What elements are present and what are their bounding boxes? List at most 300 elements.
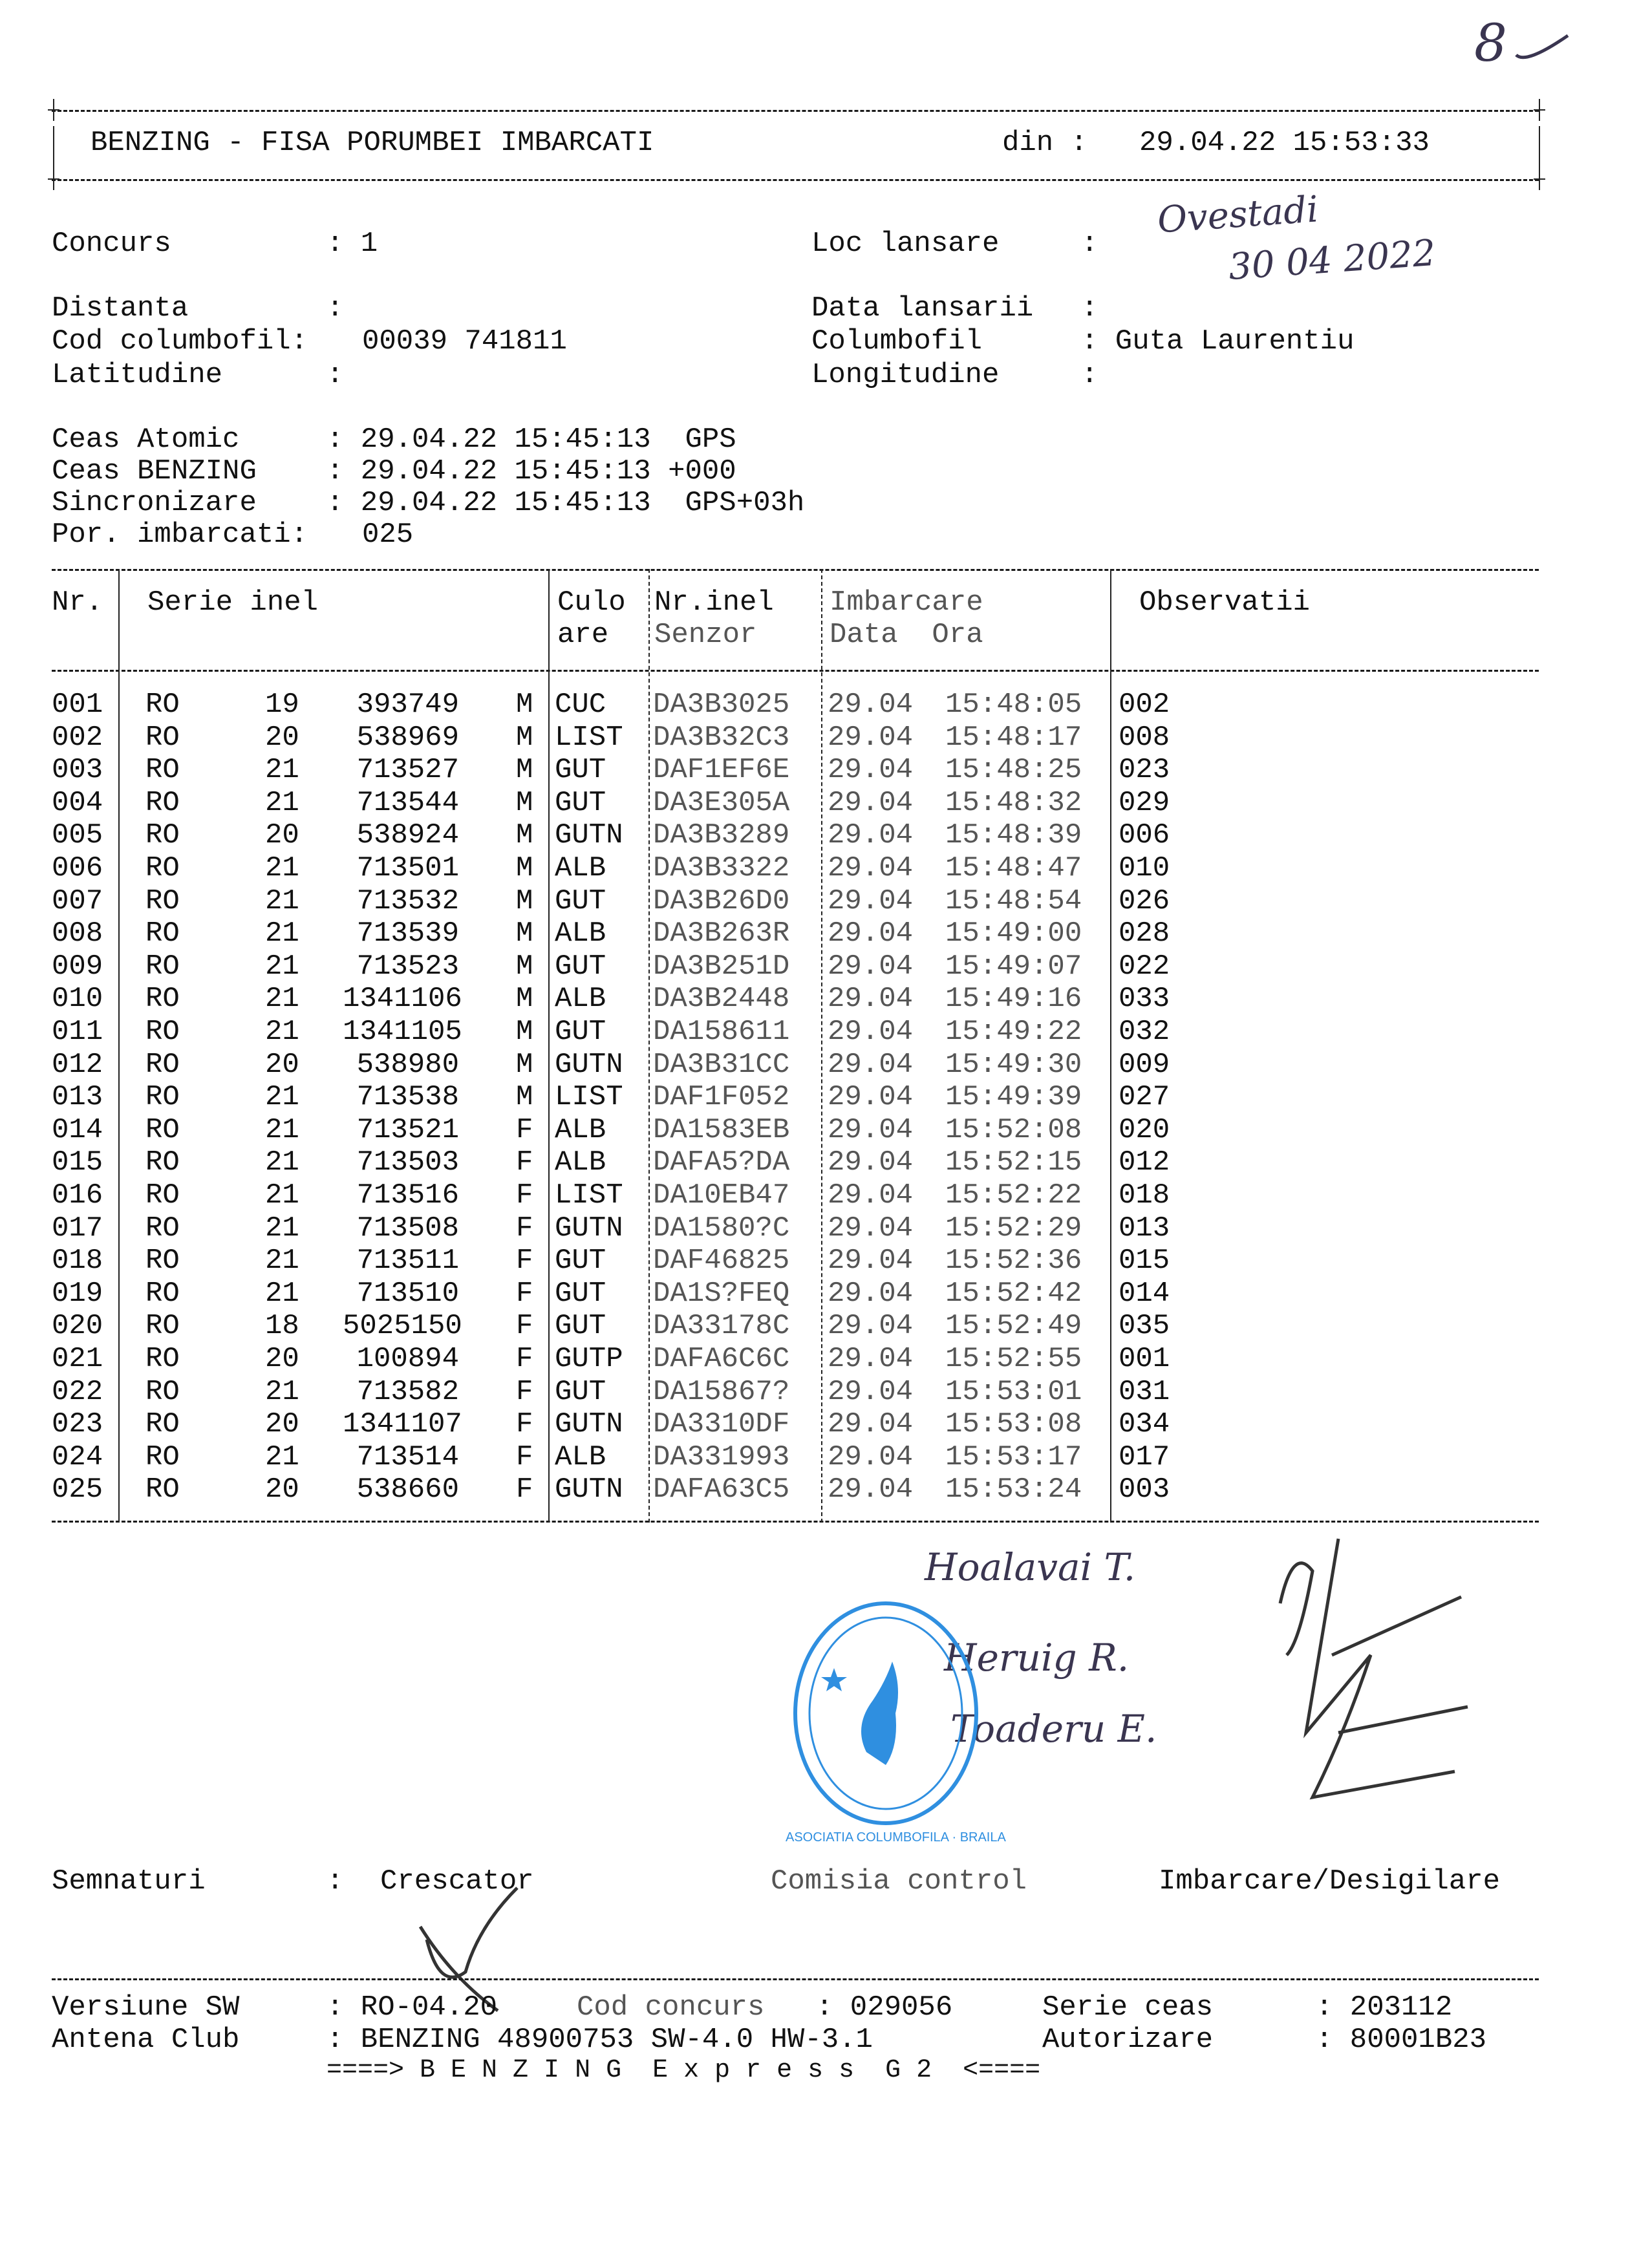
row-ring-number: 713511 [356,1245,459,1278]
row-sensor: DA1S?FEQ [653,1277,790,1310]
row-year: 20 [265,721,299,754]
row-country: RO [145,689,180,721]
row-date: 29.04 [828,1277,914,1310]
cod-concurs-value: : 029056 [816,1991,953,2024]
row-date: 29.04 [828,852,914,884]
row-observatii: 014 [1119,1277,1170,1310]
row-sex: F [516,1473,533,1506]
col-header-imbarcare: Imbarcare [830,586,983,619]
row-country: RO [145,983,180,1016]
col-header-data-ora: Data Ora [830,619,983,651]
col-header-culoare-2: are [557,619,609,651]
row-country: RO [145,1016,180,1048]
row-observatii: 022 [1119,950,1170,983]
row-sex: F [516,1440,533,1473]
row-nr: 019 [52,1277,103,1310]
signature-scribble-right [1241,1526,1487,1830]
row-observatii: 035 [1119,1310,1170,1343]
row-time: 15:52:22 [945,1179,1082,1212]
row-country: RO [145,1212,180,1245]
col-header-senzor: Senzor [654,619,757,651]
ceas-atomic-label: Ceas Atomic [52,423,240,456]
row-sensor: DAFA6C6C [653,1343,790,1375]
row-time: 15:48:54 [945,884,1082,917]
row-country: RO [145,1277,180,1310]
row-observatii: 029 [1119,786,1170,819]
row-year: 21 [265,786,299,819]
row-time: 15:49:22 [945,1016,1082,1048]
row-color: ALB [555,1113,606,1146]
row-nr: 015 [52,1146,103,1179]
row-year: 21 [265,1277,299,1310]
row-time: 15:49:16 [945,983,1082,1016]
row-color: GUTN [555,819,623,852]
row-ring-number: 713527 [356,754,459,787]
row-year: 19 [265,689,299,721]
row-country: RO [145,884,180,917]
row-ring-number: 538969 [356,721,459,754]
row-time: 15:49:00 [945,917,1082,950]
loc-lansare-date-handwritten: 30 04 2022 [1227,231,1437,289]
semnaturi-label: Semnaturi [52,1865,206,1898]
row-nr: 012 [52,1048,103,1081]
row-date: 29.04 [828,754,914,787]
row-observatii: 023 [1119,754,1170,787]
row-year: 20 [265,1343,299,1375]
row-year: 21 [265,1016,299,1048]
row-sensor: DA1583EB [653,1113,790,1146]
row-nr: 011 [52,1016,103,1048]
row-sensor: DAF1F052 [653,1081,790,1114]
ceas-atomic-value: : 29.04.22 15:45:13 GPS [327,423,736,456]
row-sensor: DAF1EF6E [653,754,790,787]
header-left-border [53,126,54,168]
serie-ceas-value: : 203112 [1316,1991,1453,2024]
row-ring-number: 713532 [356,884,459,917]
row-sex: F [516,1277,533,1310]
autorizare-label: Autorizare [1042,2024,1214,2056]
club-stamp [789,1597,983,1830]
header-bottom-rule [52,179,1539,181]
table-header-bottom-rule [52,670,1539,672]
row-date: 29.04 [828,1343,914,1375]
row-sex: M [516,884,533,917]
row-date: 29.04 [828,1473,914,1506]
row-year: 20 [265,1473,299,1506]
serie-ceas-label: Serie ceas [1042,1991,1214,2024]
row-time: 15:49:07 [945,950,1082,983]
row-date: 29.04 [828,819,914,852]
row-year: 21 [265,1113,299,1146]
concurs-label: Concurs [52,228,171,260]
page-mark-handwritten: 8 [1474,13,1507,73]
row-country: RO [145,1245,180,1278]
row-observatii: 026 [1119,884,1170,917]
row-color: GUTN [555,1408,623,1441]
columbofil-label: Columbofil [811,325,983,358]
distanta-value: : [327,292,344,325]
col-sep-serie [548,569,550,1523]
row-nr: 005 [52,819,103,852]
row-time: 15:48:47 [945,852,1082,884]
row-time: 15:48:05 [945,689,1082,721]
row-sensor: DA3B26D0 [653,884,790,917]
row-color: LIST [555,1179,623,1212]
row-nr: 009 [52,950,103,983]
row-country: RO [145,852,180,884]
checkmark-icon [1513,26,1571,65]
crescator-label: Crescator [380,1865,534,1898]
row-ring-number: 713523 [356,950,459,983]
row-year: 21 [265,852,299,884]
row-time: 15:53:17 [945,1440,1082,1473]
row-time: 15:52:29 [945,1212,1082,1245]
row-sensor: DA3E305A [653,786,790,819]
row-nr: 010 [52,983,103,1016]
col-header-nr-inel: Nr.inel [654,586,774,619]
row-sensor: DA3B3322 [653,852,790,884]
antena-club-value: : BENZING 48900753 SW-4.0 HW-3.1 [327,2024,873,2056]
row-date: 29.04 [828,1146,914,1179]
row-sex: F [516,1408,533,1441]
row-color: GUTN [555,1048,623,1081]
por-imbarcati-value: 025 [362,519,414,551]
row-ring-number: 5025150 [343,1310,462,1343]
row-color: LIST [555,1081,623,1114]
row-sex: M [516,983,533,1016]
row-year: 20 [265,819,299,852]
row-color: CUC [555,689,606,721]
row-country: RO [145,1473,180,1506]
row-year: 21 [265,917,299,950]
row-observatii: 001 [1119,1343,1170,1375]
row-country: RO [145,1146,180,1179]
row-time: 15:52:15 [945,1146,1082,1179]
versiune-sw-value: : RO-04.20 [327,1991,498,2024]
row-color: GUT [555,754,606,787]
row-ring-number: 713514 [356,1440,459,1473]
row-nr: 016 [52,1179,103,1212]
imbarcare-desigilare-label: Imbarcare/Desigilare [1159,1865,1501,1898]
row-sex: F [516,1245,533,1278]
row-nr: 023 [52,1408,103,1441]
row-sensor: DA10EB47 [653,1179,790,1212]
row-color: ALB [555,1146,606,1179]
signature-name-2: Heruig R. [944,1636,1130,1680]
row-time: 15:48:39 [945,819,1082,852]
row-sex: M [516,917,533,950]
row-color: GUT [555,1245,606,1278]
semnaturi-colon: : [327,1865,344,1898]
row-sex: F [516,1375,533,1408]
row-sex: F [516,1113,533,1146]
row-observatii: 033 [1119,983,1170,1016]
row-sensor: DAFA5?DA [653,1146,790,1179]
row-ring-number: 538980 [356,1048,459,1081]
row-observatii: 013 [1119,1212,1170,1245]
row-observatii: 003 [1119,1473,1170,1506]
row-year: 21 [265,1146,299,1179]
row-ring-number: 713521 [356,1113,459,1146]
row-sex: M [516,721,533,754]
row-time: 15:49:39 [945,1081,1082,1114]
row-color: ALB [555,852,606,884]
row-color: GUT [555,884,606,917]
row-nr: 017 [52,1212,103,1245]
col-header-culoare: Culo [557,586,626,619]
row-nr: 004 [52,786,103,819]
row-color: GUT [555,786,606,819]
row-ring-number: 713544 [356,786,459,819]
row-sex: M [516,786,533,819]
row-year: 21 [265,1081,299,1114]
row-ring-number: 713503 [356,1146,459,1179]
row-date: 29.04 [828,786,914,819]
row-color: GUT [555,1277,606,1310]
col-sep-imbarcare [1110,569,1111,1523]
row-sensor: DA3310DF [653,1408,790,1441]
row-time: 15:53:24 [945,1473,1082,1506]
row-date: 29.04 [828,1310,914,1343]
row-color: GUTP [555,1343,623,1375]
row-sensor: DA158611 [653,1016,790,1048]
row-sensor: DA3B2448 [653,983,790,1016]
row-date: 29.04 [828,1212,914,1245]
signature-name-3: Toaderu E. [950,1707,1157,1751]
row-sensor: DA3B3025 [653,689,790,721]
row-country: RO [145,1113,180,1146]
row-ring-number: 538660 [356,1473,459,1506]
row-color: GUT [555,950,606,983]
row-time: 15:52:55 [945,1343,1082,1375]
row-sex: M [516,1081,533,1114]
autorizare-value: : 80001B23 [1316,2024,1487,2056]
row-date: 29.04 [828,1113,914,1146]
row-country: RO [145,1179,180,1212]
row-date: 29.04 [828,884,914,917]
star-icon [821,1668,847,1691]
row-year: 21 [265,950,299,983]
row-sensor: DA3B3289 [653,819,790,852]
por-imbarcati-label: Por. imbarcati: [52,519,308,551]
row-ring-number: 713516 [356,1179,459,1212]
row-nr: 021 [52,1343,103,1375]
row-observatii: 006 [1119,819,1170,852]
row-nr: 018 [52,1245,103,1278]
corner-plus [1535,105,1544,114]
row-observatii: 018 [1119,1179,1170,1212]
row-ring-number: 713538 [356,1081,459,1114]
loc-lansare-value: : [1081,228,1098,260]
row-sensor: DA15867? [653,1375,790,1408]
row-date: 29.04 [828,1440,914,1473]
row-nr: 002 [52,721,103,754]
row-observatii: 015 [1119,1245,1170,1278]
cod-concurs-label: Cod concurs [577,1991,765,2024]
row-country: RO [145,1343,180,1375]
row-country: RO [145,950,180,983]
row-observatii: 020 [1119,1113,1170,1146]
row-country: RO [145,1310,180,1343]
header-right-border [1539,126,1540,168]
row-ring-number: 713539 [356,917,459,950]
sincronizare-label: Sincronizare [52,487,257,519]
row-observatii: 027 [1119,1081,1170,1114]
row-observatii: 010 [1119,852,1170,884]
row-sex: M [516,819,533,852]
row-country: RO [145,819,180,852]
longitudine-label: Longitudine [811,359,1000,391]
col-header-serie-inel: Serie inel [147,586,319,619]
row-ring-number: 713508 [356,1212,459,1245]
row-nr: 003 [52,754,103,787]
row-nr: 001 [52,689,103,721]
versiune-sw-label: Versiune SW [52,1991,240,2024]
corner-plus [49,175,58,184]
row-country: RO [145,917,180,950]
row-ring-number: 713582 [356,1375,459,1408]
distanta-label: Distanta [52,292,189,325]
row-sensor: DA3B32C3 [653,721,790,754]
row-sex: F [516,1343,533,1375]
row-sensor: DAF46825 [653,1245,790,1278]
row-country: RO [145,1375,180,1408]
row-year: 18 [265,1310,299,1343]
signature-name-1: Hoalavai T. [925,1545,1136,1589]
col-header-observatii: Observatii [1139,586,1311,619]
row-country: RO [145,1048,180,1081]
row-country: RO [145,1081,180,1114]
din-timestamp: 29.04.22 15:53:33 [1139,127,1430,159]
row-time: 15:48:25 [945,754,1082,787]
antena-club-label: Antena Club [52,2024,240,2056]
row-ring-number: 1341107 [343,1408,462,1441]
row-sensor: DA1580?C [653,1212,790,1245]
row-sensor: DA3B31CC [653,1048,790,1081]
row-date: 29.04 [828,1179,914,1212]
din-label: din : [1002,127,1088,159]
row-ring-number: 713501 [356,852,459,884]
row-sensor: DA331993 [653,1440,790,1473]
row-observatii: 028 [1119,917,1170,950]
row-ring-number: 100894 [356,1343,459,1375]
latitudine-label: Latitudine [52,359,223,391]
row-time: 15:53:01 [945,1375,1082,1408]
row-country: RO [145,1440,180,1473]
row-year: 21 [265,1375,299,1408]
row-date: 29.04 [828,983,914,1016]
col-sep-senzor [821,569,822,1523]
row-observatii: 017 [1119,1440,1170,1473]
row-color: LIST [555,721,623,754]
row-date: 29.04 [828,950,914,983]
row-sex: M [516,950,533,983]
row-color: ALB [555,983,606,1016]
row-observatii: 009 [1119,1048,1170,1081]
row-nr: 013 [52,1081,103,1114]
row-ring-number: 1341106 [343,983,462,1016]
row-time: 15:48:17 [945,721,1082,754]
row-year: 21 [265,1179,299,1212]
corner-plus [1535,175,1544,184]
cod-columbofil-value: 00039 741811 [362,325,567,358]
row-year: 21 [265,1212,299,1245]
row-ring-number: 1341105 [343,1016,462,1048]
row-date: 29.04 [828,1081,914,1114]
sincronizare-value: : 29.04.22 15:45:13 GPS+03h [327,487,805,519]
row-nr: 020 [52,1310,103,1343]
row-time: 15:48:32 [945,786,1082,819]
row-date: 29.04 [828,721,914,754]
row-country: RO [145,721,180,754]
row-color: GUTN [555,1212,623,1245]
col-sep-nr [118,569,120,1523]
row-year: 21 [265,1245,299,1278]
row-year: 21 [265,884,299,917]
row-time: 15:52:49 [945,1310,1082,1343]
row-sex: M [516,1016,533,1048]
ceas-benzing-label: Ceas BENZING [52,455,257,487]
row-nr: 008 [52,917,103,950]
row-color: GUT [555,1310,606,1343]
row-color: ALB [555,917,606,950]
row-sex: F [516,1310,533,1343]
row-nr: 025 [52,1473,103,1506]
latitudine-value: : [327,359,344,391]
row-nr: 006 [52,852,103,884]
footer-rule [52,1978,1539,1980]
ceas-benzing-value: : 29.04.22 15:45:13 +000 [327,455,736,487]
row-sex: F [516,1179,533,1212]
row-time: 15:49:30 [945,1048,1082,1081]
header-top-rule [52,110,1539,112]
row-color: ALB [555,1440,606,1473]
row-year: 21 [265,983,299,1016]
row-nr: 014 [52,1113,103,1146]
row-country: RO [145,754,180,787]
row-sex: M [516,689,533,721]
row-time: 15:52:42 [945,1277,1082,1310]
row-nr: 024 [52,1440,103,1473]
cod-columbofil-label: Cod columbofil: [52,325,308,358]
row-ring-number: 538924 [356,819,459,852]
longitudine-value: : [1081,359,1098,391]
row-observatii: 008 [1119,721,1170,754]
corner-plus [49,105,58,114]
row-color: GUTN [555,1473,623,1506]
loc-lansare-label: Loc lansare [811,228,1000,260]
stamp-text: ASOCIATIA COLUMBOFILA · BRAILA [786,1830,1006,1845]
col-sep-culoare [648,569,650,1523]
row-sex: M [516,852,533,884]
row-ring-number: 393749 [356,689,459,721]
col-header-nr: Nr. [52,586,103,619]
row-date: 29.04 [828,1408,914,1441]
row-date: 29.04 [828,1016,914,1048]
row-sensor: DAFA63C5 [653,1473,790,1506]
row-date: 29.04 [828,1375,914,1408]
row-date: 29.04 [828,689,914,721]
row-date: 29.04 [828,1245,914,1278]
row-sex: F [516,1146,533,1179]
columbofil-value: : Guta Laurentiu [1081,325,1355,358]
row-sex: M [516,1048,533,1081]
row-observatii: 002 [1119,689,1170,721]
row-nr: 022 [52,1375,103,1408]
table-top-rule [52,569,1539,571]
row-country: RO [145,1408,180,1441]
row-time: 15:53:08 [945,1408,1082,1441]
